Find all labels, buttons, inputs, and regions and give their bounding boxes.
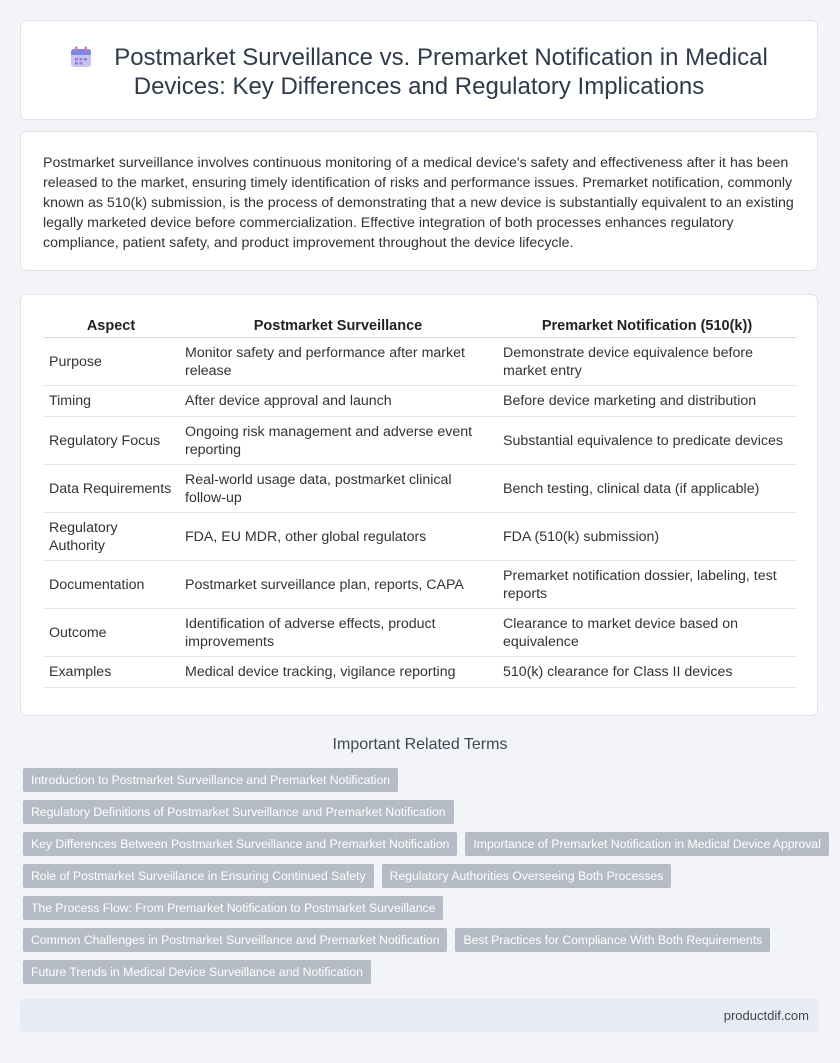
related-term-tag[interactable]: Importance of Premarket Notification in Medical Device Approval — [465, 832, 829, 856]
row-postmarket: Identification of adverse effects, product improvements — [179, 609, 497, 657]
intro-card — [20, 131, 818, 271]
related-term-tag[interactable]: Future Trends in Medical Device Surveillance and Notification — [23, 960, 371, 984]
row-premarket: FDA (510(k) submission) — [497, 513, 797, 561]
title-card — [20, 20, 818, 120]
row-aspect: Documentation — [43, 561, 179, 609]
footer-site-link[interactable]: productdif.com — [723, 1008, 809, 1023]
row-postmarket: Real-world usage data, postmarket clinical follow-up — [179, 465, 497, 513]
related-term-tag[interactable]: Best Practices for Compliance With Both Requirements — [455, 928, 770, 952]
related-term-tag[interactable]: The Process Flow: From Premarket Notification to Postmarket Surveillance — [23, 896, 443, 920]
row-premarket: 510(k) clearance for Class II devices — [497, 657, 797, 688]
calendar-icon — [70, 46, 92, 68]
related-term-tag[interactable]: Common Challenges in Postmarket Surveillance and Premarket Notification — [23, 928, 447, 952]
related-terms-heading: Important Related Terms — [332, 736, 508, 753]
related-term-tag[interactable]: Regulatory Definitions of Postmarket Surveillance and Premarket Notification — [23, 800, 454, 824]
comparison-table — [43, 315, 797, 688]
row-aspect: Purpose — [43, 338, 179, 386]
header-aspect: Aspect — [43, 315, 179, 338]
table-row — [43, 561, 797, 609]
row-aspect: Data Requirements — [43, 465, 179, 513]
related-term-tag[interactable]: Regulatory Authorities Overseeing Both Processes — [382, 864, 672, 888]
page-title — [49, 43, 789, 101]
table-row — [43, 338, 797, 386]
row-aspect: Regulatory Focus — [43, 417, 179, 465]
related-term-tag[interactable]: Introduction to Postmarket Surveillance and Premarket Notification — [23, 768, 398, 792]
table-header-row — [43, 315, 797, 338]
row-premarket: Clearance to market device based on equivalence — [497, 609, 797, 657]
table-row — [43, 465, 797, 513]
related-term-tag[interactable]: Key Differences Between Postmarket Surveillance and Premarket Notification — [23, 832, 457, 856]
table-row — [43, 417, 797, 465]
table-row — [43, 609, 797, 657]
row-aspect: Regulatory Authority — [43, 513, 179, 561]
row-postmarket: Postmarket surveillance plan, reports, CAPA — [179, 561, 497, 609]
row-premarket: Before device marketing and distribution — [497, 386, 797, 417]
table-row — [43, 657, 797, 688]
row-premarket: Bench testing, clinical data (if applicable) — [497, 465, 797, 513]
comparison-card — [20, 294, 818, 716]
row-aspect: Timing — [43, 386, 179, 417]
table-row — [43, 513, 797, 561]
row-postmarket: Monitor safety and performance after market release — [179, 338, 497, 386]
row-premarket: Substantial equivalence to predicate devices — [497, 417, 797, 465]
table-row — [43, 386, 797, 417]
related-terms-list — [23, 768, 823, 992]
header-premarket: Premarket Notification (510(k)) — [497, 315, 797, 338]
footer-bar — [20, 999, 818, 1032]
row-postmarket: Medical device tracking, vigilance reporting — [179, 657, 497, 688]
related-term-tag[interactable]: Role of Postmarket Surveillance in Ensuring Continued Safety — [23, 864, 374, 888]
row-aspect: Outcome — [43, 609, 179, 657]
page-title-text: Postmarket Surveillance vs. Premarket Notification in Medical Devices: Key Differences and Regulatory Implications — [114, 44, 768, 100]
header-postmarket: Postmarket Surveillance — [179, 315, 497, 338]
row-premarket: Demonstrate device equivalence before market entry — [497, 338, 797, 386]
row-postmarket: FDA, EU MDR, other global regulators — [179, 513, 497, 561]
intro-paragraph: Postmarket surveillance involves continuous monitoring of a medical device's safety and effectiveness after it has been released to the market, ensuring timely identification of risks and performance issues. Premarket notification, commonly known as 510(k) submission, is the process of demonstrating that a new device is substantially equivalent to an existing legally marketed device before commercialization. Effective integration of both processes enhances regulatory compliance, patient safety, and product improvement throughout the device lifecycle. — [43, 155, 794, 251]
row-aspect: Examples — [43, 657, 179, 688]
row-postmarket: Ongoing risk management and adverse event reporting — [179, 417, 497, 465]
row-premarket: Premarket notification dossier, labeling, test reports — [497, 561, 797, 609]
row-postmarket: After device approval and launch — [179, 386, 497, 417]
